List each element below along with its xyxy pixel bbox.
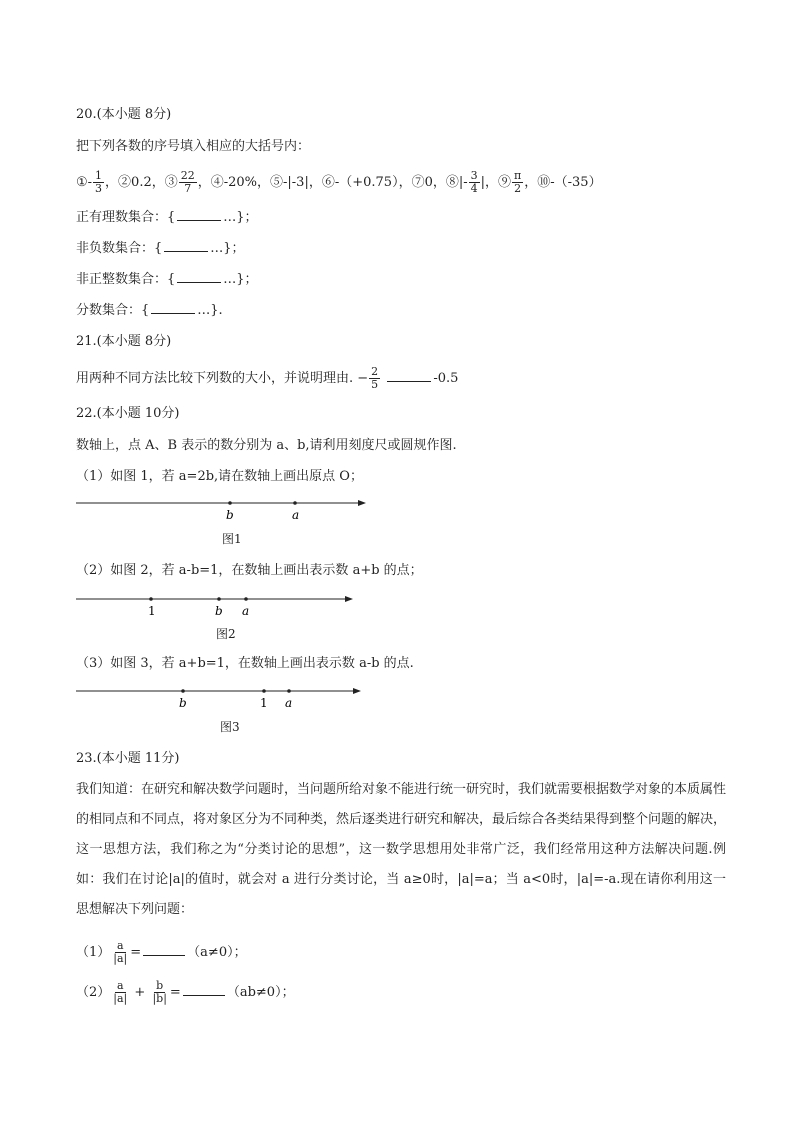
frac-den: |a| xyxy=(113,992,128,1005)
frac-num: a xyxy=(116,939,124,952)
label-a: a xyxy=(285,696,293,710)
q20-fraction-9 xyxy=(512,170,523,195)
q21-tail: -0.5 xyxy=(433,371,459,386)
q20-set-nonnegative xyxy=(76,239,245,258)
q20-item-1-prefix: ①- xyxy=(76,175,93,190)
frac-num: b xyxy=(156,979,164,992)
answer-blank[interactable] xyxy=(177,208,221,221)
set-end: …}； xyxy=(223,272,258,287)
label-a: a xyxy=(242,604,250,618)
q22-part-3: （3）如图 3，若 a+b=1，在数轴上画出表示数 a-b 的点. xyxy=(76,656,414,671)
label-b: b xyxy=(226,508,234,522)
set-label: 分数集合：{ xyxy=(76,303,150,318)
axis-arrow xyxy=(358,500,366,506)
point-a xyxy=(287,689,291,693)
q20-fraction-1-num: 1 xyxy=(95,169,103,182)
q23-header: 23.(本小题 11分) xyxy=(76,751,180,766)
answer-blank[interactable] xyxy=(151,301,195,314)
q22-header: 22.(本小题 10分) xyxy=(76,406,180,421)
q21-fraction-num: 2 xyxy=(371,365,379,378)
q23-s2-fraction-b xyxy=(150,980,168,1005)
label-a: a xyxy=(292,508,300,522)
point-b xyxy=(217,597,221,601)
answer-blank[interactable] xyxy=(164,239,208,252)
q21-header: 21.(本小题 8分) xyxy=(76,334,172,349)
q20-fraction-3 xyxy=(179,170,197,195)
number-line-figure-3 xyxy=(76,683,376,713)
answer-blank[interactable] xyxy=(143,943,185,956)
q20-set-nonpositive-integer xyxy=(76,270,258,289)
q20-header: 20.(本小题 8分) xyxy=(76,107,172,122)
q22-intro: 数轴上，点 A、B 表示的数分别为 a、b,请利用刻度尺或圆规作图. xyxy=(76,438,457,453)
q20-items-4-7: ，④-20%，⑤-|-3|，⑥-（+0.75），⑦0，⑧|- xyxy=(197,175,468,190)
axis-arrow xyxy=(345,596,353,602)
figure-1-caption: 图1 xyxy=(222,532,242,546)
label-b: b xyxy=(179,696,187,710)
sub-label: （2） xyxy=(76,985,111,1000)
frac-den: |b| xyxy=(152,992,167,1005)
point-b xyxy=(228,501,232,505)
q20-fraction-3-den: 7 xyxy=(184,182,192,195)
label-b: b xyxy=(215,604,223,618)
q23-paragraph: 我们知道：在研究和解决数学问题时，当问题所给对象不能进行统一研究时，我们就需要根据数学对象的本质属性的相同点和不同点，将对象区分为不同种类，然后逐类进行研究和解决，最后综合各类结果得到整个问题的解决，这一思想方法，我们称之为“分类讨论的思想”，这一数学思想用处非常广泛，我们经常用这种方法解决问题.例如：我们在讨论|a|的值时，就会对 a 进行分类讨论，当 a≥0时，|a|=a；当 a<0时，|a|=-a.现在请你利用这一思想解决下列问题： xyxy=(76,782,727,917)
q20-item-10: ，⑩-（-35） xyxy=(524,175,602,190)
q20-fraction-1-den: 3 xyxy=(95,182,103,195)
answer-blank[interactable] xyxy=(183,983,225,996)
condition: （ab≠0）； xyxy=(226,985,295,1000)
answer-blank[interactable] xyxy=(387,369,431,382)
q23-sub-1 xyxy=(76,940,247,965)
q20-set-positive-rational xyxy=(76,208,258,227)
q20-fraction-3-num: 22 xyxy=(180,169,195,182)
q20-fraction-9-den: 2 xyxy=(514,182,522,195)
q22-part-1: （1）如图 1，若 a=2b,请在数轴上画出原点 O； xyxy=(76,469,363,484)
q23-s2-fraction-a xyxy=(111,980,129,1005)
set-label: 非负数集合：{ xyxy=(76,241,163,256)
q20-fraction-9-num: π xyxy=(514,169,522,182)
label-one: 1 xyxy=(148,604,156,618)
q20-fraction-8 xyxy=(469,170,480,195)
set-end: …}； xyxy=(223,210,258,225)
q20-instruction: 把下列各数的序号填入相应的大括号内： xyxy=(76,139,311,154)
answer-blank[interactable] xyxy=(177,270,221,283)
set-end: …}. xyxy=(197,303,223,318)
label-one: 1 xyxy=(260,696,268,710)
number-line-figure-2 xyxy=(76,591,366,621)
point-a xyxy=(244,597,248,601)
condition: （a≠0）； xyxy=(187,945,247,960)
q21-fraction xyxy=(369,366,380,391)
plus: + xyxy=(134,985,146,1000)
point-one xyxy=(149,597,153,601)
q20-fraction-8-num: 3 xyxy=(470,169,478,182)
sub-label: （1） xyxy=(76,945,111,960)
frac-num: a xyxy=(116,979,124,992)
frac-den: |a| xyxy=(113,952,128,965)
q20-fraction-8-den: 4 xyxy=(470,182,478,195)
q20-item-8-suffix: |，⑨ xyxy=(480,175,512,190)
point-b xyxy=(181,689,185,693)
q21-question xyxy=(76,366,458,391)
equals: = xyxy=(169,985,181,1000)
set-label: 正有理数集合：{ xyxy=(76,210,176,225)
q20-item-2: ，②0.2，③ xyxy=(105,175,178,190)
q21-text: 用两种不同方法比较下列数的大小，并说明理由. − xyxy=(76,371,369,386)
q23-sub-2 xyxy=(76,980,295,1005)
point-one xyxy=(262,689,266,693)
axis-arrow xyxy=(353,688,361,694)
point-a xyxy=(293,501,297,505)
figure-3-caption: 图3 xyxy=(220,720,240,734)
q20-fraction-1 xyxy=(93,170,104,195)
number-line-figure-1 xyxy=(76,495,376,525)
equals: = xyxy=(130,945,142,960)
q20-set-fraction xyxy=(76,301,223,320)
figure-2-caption: 图2 xyxy=(216,627,236,641)
set-label: 非正整数集合：{ xyxy=(76,272,176,287)
set-end: …}； xyxy=(210,241,245,256)
q20-number-list xyxy=(76,170,602,195)
q22-part-2: （2）如图 2，若 a-b=1，在数轴上画出表示数 a+b 的点； xyxy=(76,563,423,578)
q23-s1-fraction xyxy=(111,940,129,965)
q21-fraction-den: 5 xyxy=(371,378,379,391)
